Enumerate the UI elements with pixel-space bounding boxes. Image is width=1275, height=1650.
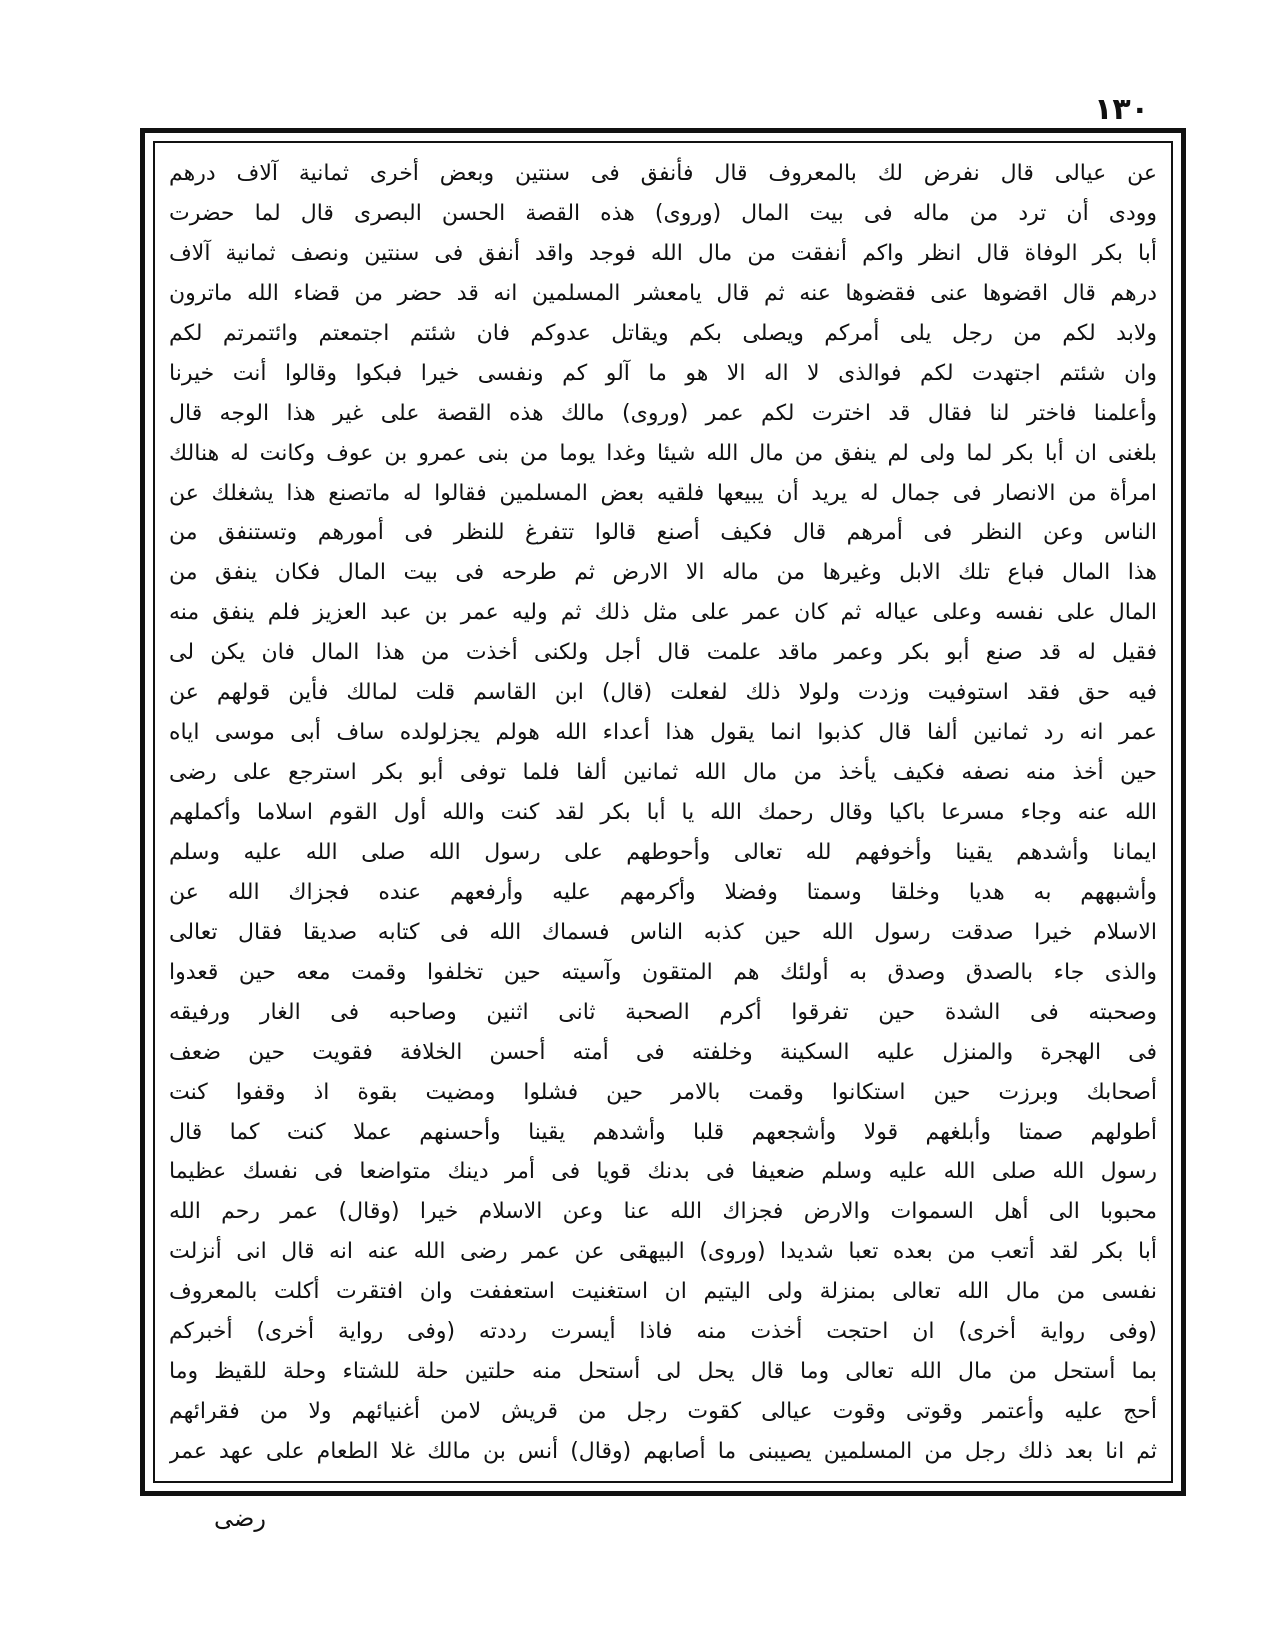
text-line: الاسلام خيرا صدقت رسول الله حين كذبه الناس فسماك الله فى كتابه صديقا فقال تعالى xyxy=(169,919,1157,945)
text-line: هذا المال فباع تلك الابل وغيرها من ماله الا الارض ثم طرحه فى بيت المال فكان ينفق من xyxy=(169,560,1157,586)
catchword: رضى xyxy=(214,1504,266,1532)
text-line: أبا بكر لقد أتعب من بعده تعبا شديدا (وروى) البيهقى عن عمر رضى الله عنه انه قال انى أنزلت xyxy=(169,1239,1157,1265)
text-line: والذى جاء بالصدق وصدق به أولئك هم المتقون وآسيته حين تخلفوا وقمت معه حين قعدوا xyxy=(169,959,1157,985)
text-line: (وفى رواية أخرى) ان احتجت أخذت منه فاذا أيسرت رددته (وفى رواية أخرى) أخبركم xyxy=(169,1319,1157,1345)
page-number: ١٣٠ xyxy=(1094,92,1149,127)
text-line: المال على نفسه وعلى عياله ثم كان عمر على مثل ذلك ثم وليه عمر بن عبد العزيز فلم ينفق منه xyxy=(169,600,1157,626)
text-line: أطولهم صمتا وأبلغهم قولا وأشجعهم قلبا وأشدهم يقينا وأحسنهم عملا كنت كما قال xyxy=(169,1119,1157,1145)
text-line: وأعلمنا فاختر لنا فقال قد اخترت لكم عمر (وروى) مالك هذه القصة على غير هذا الوجه قال xyxy=(169,400,1157,426)
text-line: رسول الله صلى الله عليه وسلم ضعيفا فى بدنك قويا فى أمر دينك متواضعا فى نفسك عظيما xyxy=(169,1159,1157,1185)
page-border-inner xyxy=(153,141,1173,1483)
text-line: أصحابك وبرزت حين استكانوا وقمت بالامر حين فشلوا ومضيت بقوة اذ وقفوا كنت xyxy=(169,1079,1157,1105)
text-line: امرأة من الانصار فى جمال له يريد أن يبيعها فلقيه بعض المسلمين فقالوا له ماتصنع هذا يشغلك عن xyxy=(169,480,1157,506)
page-border xyxy=(140,128,1186,1496)
body-text xyxy=(169,153,1157,1471)
text-line: وودى أن ترد من ماله فى بيت المال (وروى) هذه القصة الحسن البصرى قال لما حضرت xyxy=(169,200,1157,226)
text-line: وأشبههم به هديا وخلقا وسمتا وفضلا وأكرمهم عليه وأرفعهم عنده فجزاك الله عن xyxy=(169,879,1157,905)
text-line: أحج عليه وأعتمر وقوتى وقوت عيالى كقوت رجل من قريش لامن أغنيائهم ولا من فقرائهم xyxy=(169,1399,1157,1425)
text-line: وصحبته فى الشدة حين تفرقوا أكرم الصحبة ثانى اثنين وصاحبه فى الغار ورفيقه xyxy=(169,999,1157,1025)
text-line: درهم قال اقضوها عنى فقضوها عنه ثم قال يامعشر المسلمين انه قد حضر من قضاء الله ماترون xyxy=(169,280,1157,306)
text-line: الناس وعن النظر فى أمرهم قال فكيف أصنع قالوا تتفرغ للنظر فى أمورهم وتستنفق من xyxy=(169,520,1157,546)
text-line: وان شئتم اجتهدت لكم فوالذى لا اله الا هو ما آلو كم ونفسى خيرا فبكوا وقالوا أنت خيرنا xyxy=(169,360,1157,386)
text-line: نفسى من مال الله تعالى بمنزلة ولى اليتيم ان استغنيت استعففت وان افتقرت أكلت بالمعروف xyxy=(169,1279,1157,1305)
text-line: ايمانا وأشدهم يقينا وأخوفهم لله تعالى وأحوطهم على رسول الله صلى الله عليه وسلم xyxy=(169,839,1157,865)
text-line: محبوبا الى أهل السموات والارض فجزاك الله عنا وعن الاسلام خيرا (وقال) عمر رحم الله xyxy=(169,1199,1157,1225)
text-line: فى الهجرة والمنزل عليه السكينة وخلفته فى أمته أحسن الخلافة فقويت حين ضعف xyxy=(169,1039,1157,1065)
text-line: أبا بكر الوفاة قال انظر واكم أنفقت من مال الله فوجد واقد أنفق فى سنتين ونصف ثمانية آلاف xyxy=(169,240,1157,266)
text-line: فقيل له قد صنع أبو بكر وعمر ماقد علمت قال أجل ولكنى أخذت من هذا المال فان يكن لى xyxy=(169,640,1157,666)
text-line: عمر انه رد ثمانين ألفا قال كذبوا انما يقول هذا أعداء الله هولم يجزلولده ساف أبى موسى اياه xyxy=(169,720,1157,746)
text-line: عن عيالى قال نفرض لك بالمعروف قال فأنفق فى سنتين وبعض أخرى ثمانية آلاف درهم xyxy=(169,161,1157,186)
text-line: الله عنه وجاء مسرعا باكيا وقال رحمك الله يا أبا بكر لقد كنت والله أول القوم اسلاما وأكملهم xyxy=(169,800,1157,825)
text-line: فيه حق فقد استوفيت وزدت ولولا ذلك لفعلت (قال) ابن القاسم قلت لمالك فأين قولهم عن xyxy=(169,680,1157,706)
text-line: بما أستحل من مال الله تعالى وما قال يحل لى أستحل منه حلتين حلة للشتاء وحلة للقيظ وما xyxy=(169,1359,1157,1385)
text-line: ثم انا بعد ذلك رجل من المسلمين يصيبنى ما أصابهم (وقال) أنس بن مالك غلا الطعام على عهد عمر xyxy=(169,1439,1157,1464)
text-line: حين أخذ منه نصفه فكيف يأخذ من مال الله ثمانين ألفا فلما توفى أبو بكر استرجع على رضى xyxy=(169,760,1157,786)
text-line: بلغنى ان أبا بكر لما ولى لم ينفق من مال الله شيئا وغدا يوما من بنى عمرو بن عوف وكانت له هنالك xyxy=(169,440,1157,466)
text-line: ولابد لكم من رجل يلى أمركم ويصلى بكم ويقاتل عدوكم فان شئتم اجتمعتم وائتمرتم لكم xyxy=(169,320,1157,346)
